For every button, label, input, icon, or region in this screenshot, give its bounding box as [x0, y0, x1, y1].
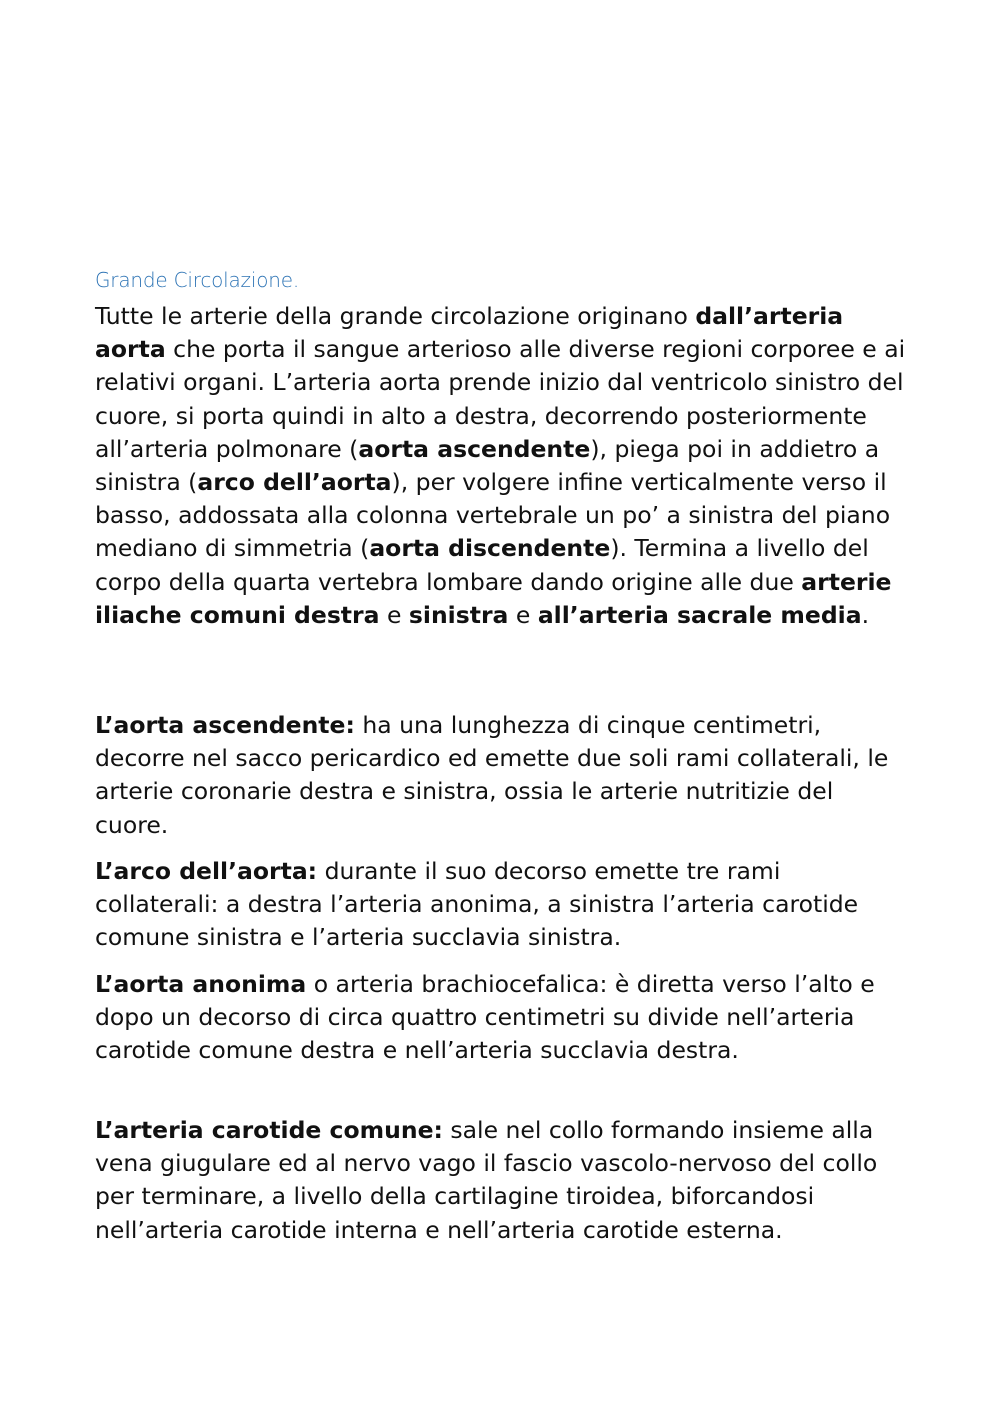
text-run: . — [861, 600, 870, 629]
text-run: che porta il sangue arterioso alle diverse regioni corporee e ai relativi organi. L’arteria aorta prende inizio dal ventricolo sinistro del cuore, si porta quindi in alto a destra, decorrendo posteriormente all’arteria polmonare ( — [95, 335, 906, 463]
text-run: durante il suo decorso emette tre rami collaterali: a destra l’arteria anonima, a sinistra l’arteria carotide comune sinistra e l’arteria succlavia sinistra. — [95, 857, 859, 952]
text-run: sale nel collo formando insieme alla vena giugulare ed al nervo vago il fascio vascolo-nervoso del collo per terminare, a livello della cartilagine tiroidea, biforcandosi nell’arteria carotide interna e nell’arteria carotide esterna. — [95, 1116, 878, 1244]
text-run: ), per volgere infine verticalmente verso il basso, addossata alla colonna vertebrale un po’ a sinistra del piano mediano di simmetria ( — [95, 468, 891, 563]
paragraph-aorta-ascendente — [95, 709, 910, 842]
text-run: o arteria brachiocefalica: è diretta verso l’alto e dopo un decorso di circa quattro centimetri su divide nell’arteria carotide comune destra e nell’arteria succlavia destra. — [95, 970, 875, 1065]
text-run: ). Termina a livello del corpo della quarta vertebra lombare dando origine alle due — [95, 534, 869, 596]
text-run: e — [379, 600, 409, 629]
section-heading: Grande Circolazione. — [95, 268, 299, 292]
bold-term: dall’arteria aorta — [95, 302, 844, 364]
bold-term: L’arteria carotide comune: — [95, 1116, 443, 1144]
bold-term: aorta discendente — [369, 534, 611, 563]
text-run: e — [508, 600, 538, 629]
paragraph-arco-aorta — [95, 855, 910, 955]
bold-term: L’arco dell’aorta: — [95, 857, 318, 885]
bold-term: all’arteria sacrale media — [537, 600, 862, 629]
paragraph-aorta-intro — [95, 300, 910, 632]
bold-term: L’aorta anonima — [95, 970, 307, 998]
text-run: ), piega poi in addietro a sinistra ( — [95, 434, 880, 497]
bold-term: arco dell’aorta — [197, 468, 392, 497]
text-run: ha una lunghezza di cinque centimetri, decorre nel sacco pericardico ed emette due soli rami collaterali, le arterie coronarie destra e sinistra, ossia le arterie nutritizie del cuore. — [95, 711, 889, 839]
bold-term: arterie iliache comuni destra — [95, 567, 892, 629]
paragraph-aorta-anonima — [95, 968, 910, 1068]
text-run: Tutte le arterie della grande circolazione originano — [95, 302, 696, 330]
bold-term: L’aorta ascendente: — [95, 711, 355, 739]
bold-term: aorta ascendente — [358, 434, 591, 463]
paragraph-carotide-comune — [95, 1114, 910, 1247]
bold-term: sinistra — [408, 600, 509, 629]
